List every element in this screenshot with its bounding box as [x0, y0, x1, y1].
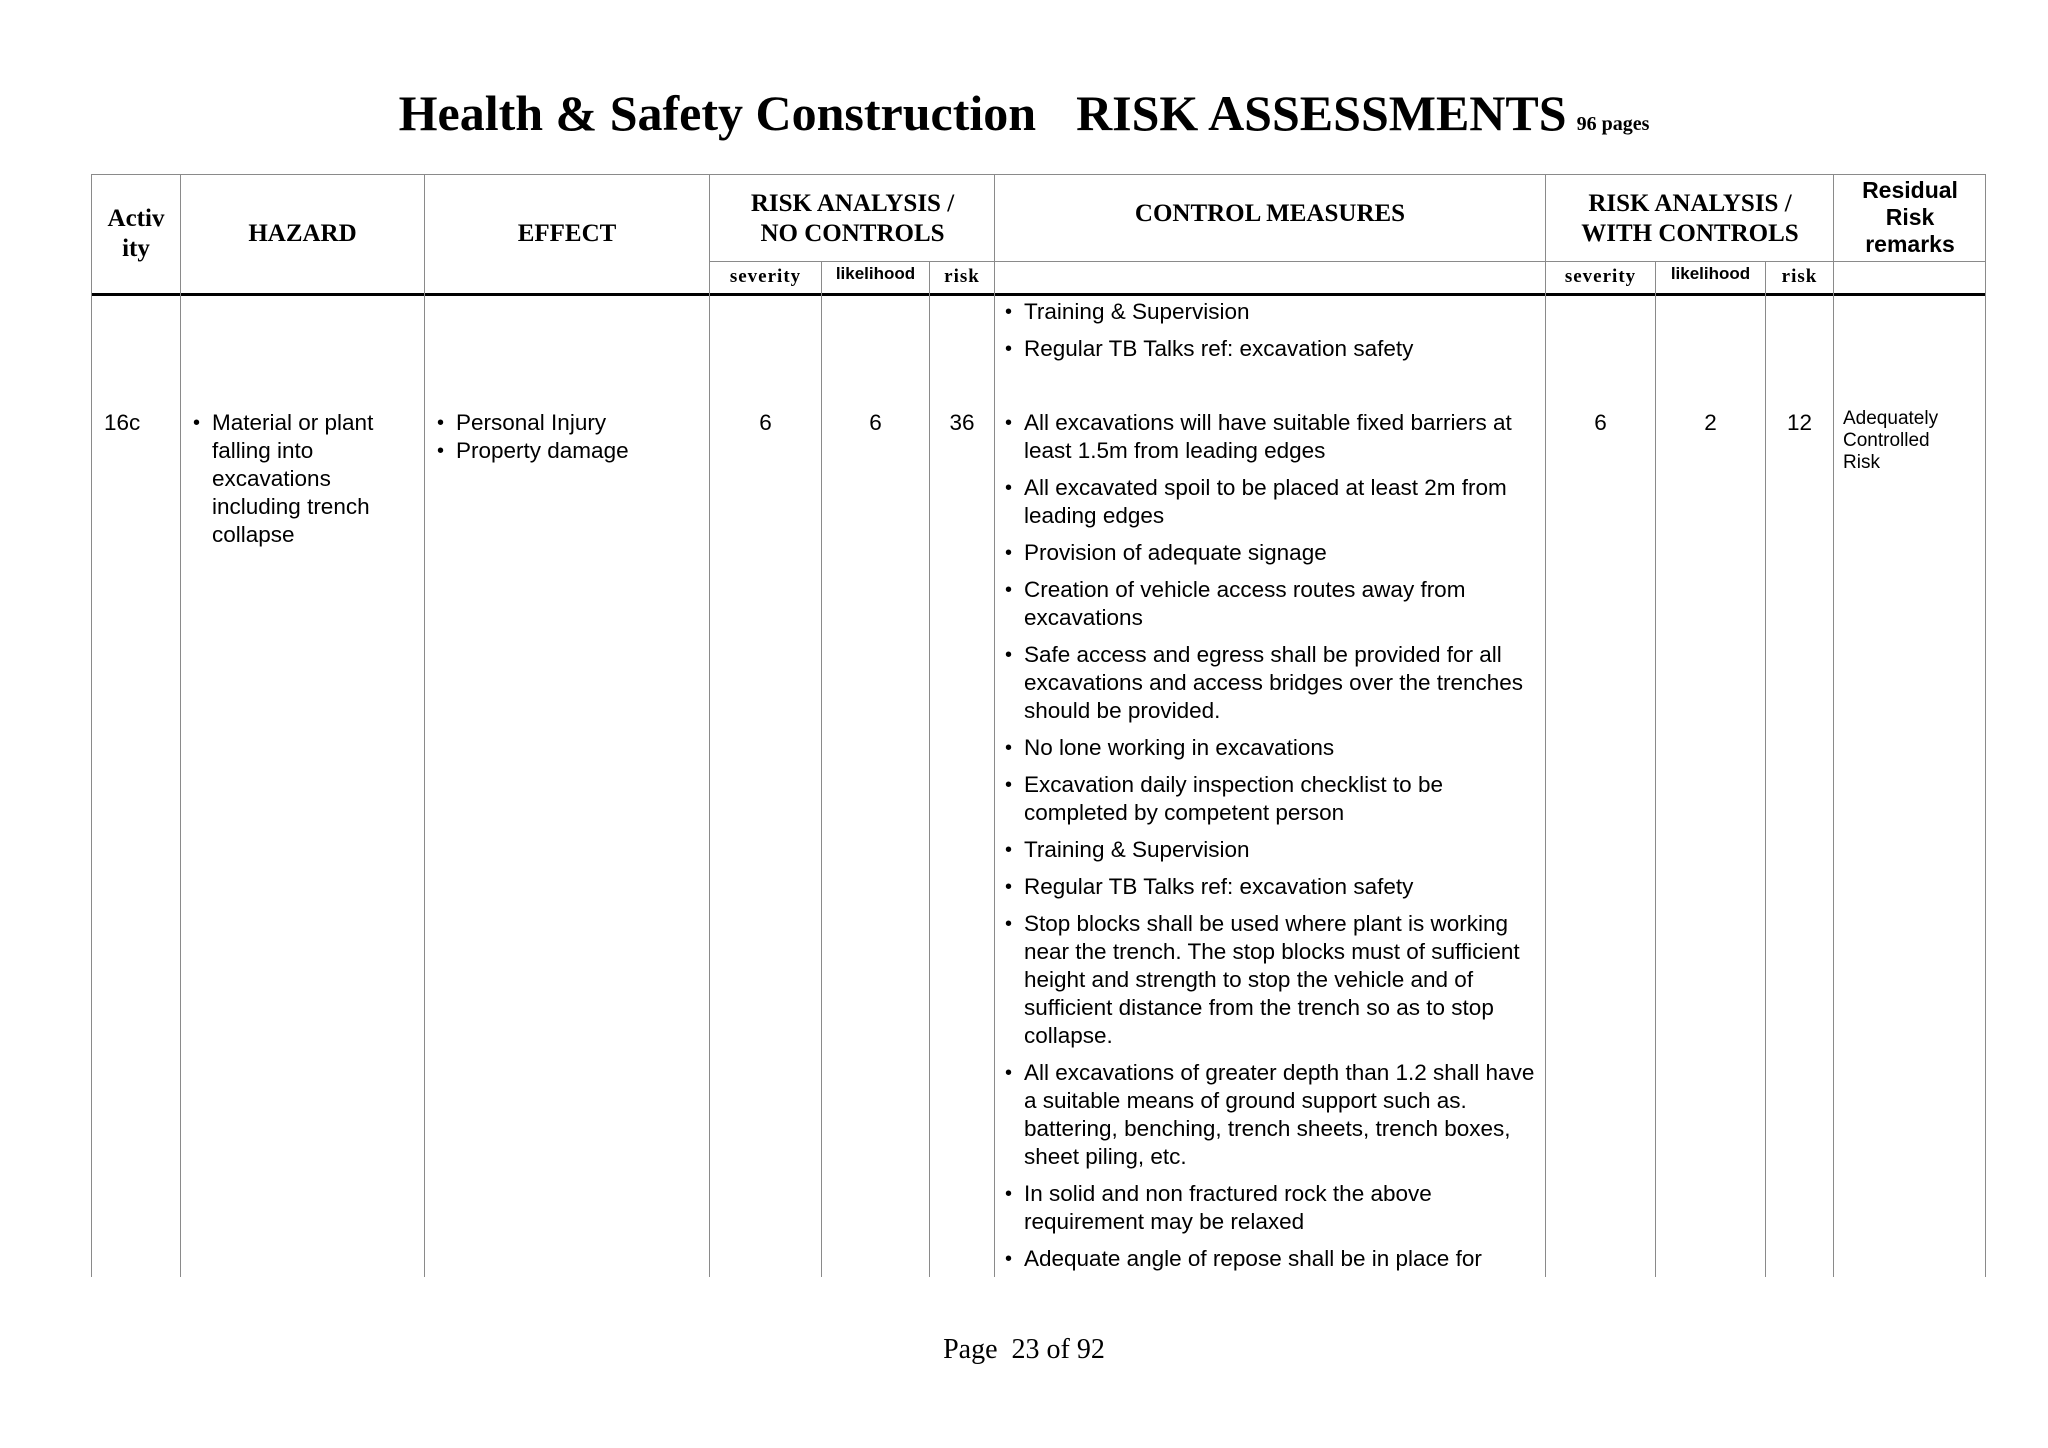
subheader-likelihood-before: likelihood — [835, 264, 916, 283]
severity-after: 6 — [1594, 410, 1607, 435]
effect-item: • Property damage — [436, 437, 701, 465]
control-measure-item: • Creation of vehicle access routes away from excavations — [1004, 576, 1539, 632]
effect-item: • Personal Injury — [436, 409, 701, 437]
header-bottom-rule — [91, 293, 1985, 296]
col-divider — [709, 174, 710, 1277]
subheader-risk-after: risk — [1781, 266, 1818, 287]
title-main: Health & Safety Construction — [398, 85, 1037, 141]
activity-cell: 16c — [104, 410, 141, 435]
document-title — [0, 84, 2048, 142]
likelihood-after: 2 — [1704, 410, 1717, 435]
carryover-list — [1004, 298, 1539, 363]
table-top-border — [91, 174, 1985, 175]
header-residual-remarks: Residual Risk remarks — [1862, 176, 1958, 257]
carryover-control-item: • Training & Supervision — [1004, 298, 1539, 326]
hazard-list — [192, 409, 412, 549]
header-effect: EFFECT — [517, 220, 617, 247]
effects-list — [436, 409, 701, 465]
title-sub: RISK ASSESSMENTS — [1076, 85, 1567, 141]
control-measure-item: • All excavated spoil to be placed at least 2m from leading edges — [1004, 474, 1539, 530]
control-measure-item: • Excavation daily inspection checklist to be completed by competent person — [1004, 771, 1539, 827]
control-measure-item: • Stop blocks shall be used where plant is working near the trench. The stop blocks must of sufficient height and strength to stop the vehicle and of sufficient distance from the trench so as to stop collapse. — [1004, 910, 1539, 1050]
col-divider — [1545, 174, 1546, 1277]
hazard-item: • Material or plant falling into excavations including trench collapse — [192, 409, 412, 549]
header-risk-with-controls: RISK ANALYSIS / WITH CONTROLS — [1581, 190, 1799, 247]
header-hazard: HAZARD — [248, 220, 357, 247]
col-divider — [1833, 174, 1834, 1277]
page-of: of — [1046, 1334, 1070, 1365]
col-divider — [424, 174, 425, 1277]
control-measure-item: • All excavations will have suitable fixed barriers at least 1.5m from leading edges — [1004, 409, 1539, 465]
control-measure-item: • Regular TB Talks ref: excavation safety — [1004, 873, 1539, 901]
control-measures-list — [1004, 409, 1539, 1273]
likelihood-before: 6 — [869, 410, 882, 435]
risk-before: 36 — [949, 410, 975, 435]
carryover-control-item: • Regular TB Talks ref: excavation safety — [1004, 335, 1539, 363]
col-divider — [1985, 174, 1986, 1277]
page-label: Page — [943, 1334, 998, 1365]
control-measure-item: • Training & Supervision — [1004, 836, 1539, 864]
risk-after: 12 — [1786, 410, 1813, 435]
col-divider — [994, 174, 995, 1277]
col-divider — [91, 174, 92, 1277]
control-measure-item: • All excavations of greater depth than 1.2 shall have a suitable means of ground support such as. battering, benching, trench sheets, trench boxes, sheet piling, etc. — [1004, 1059, 1539, 1171]
col-divider — [180, 174, 181, 1277]
control-measure-item: • Provision of adequate signage — [1004, 539, 1539, 567]
subheader-risk-before: risk — [944, 266, 980, 287]
header-control-measures: CONTROL MEASURES — [1134, 200, 1406, 227]
hazard-cell — [192, 409, 412, 549]
header-activity: Activ ity — [107, 205, 165, 262]
subheader-likelihood-after: likelihood — [1670, 264, 1751, 283]
control-measure-item: • In solid and non fractured rock the above requirement may be relaxed — [1004, 1180, 1539, 1236]
page-total: 92 — [1076, 1334, 1105, 1365]
subheader-severity-after: severity — [1564, 266, 1637, 287]
effect-cell — [436, 409, 701, 465]
control-measures-cell — [1004, 409, 1539, 1282]
carryover-controls — [1004, 298, 1539, 372]
title-pages: 96 pages — [1576, 113, 1650, 135]
control-measure-item: • Safe access and egress shall be provided for all excavations and access bridges over the trenches should be provided. — [1004, 641, 1539, 725]
page-current: 23 — [1011, 1334, 1040, 1365]
residual-remarks: Adequately Controlled Risk — [1843, 408, 1939, 473]
severity-before: 6 — [759, 410, 772, 435]
header-risk-no-controls: RISK ANALYSIS / NO CONTROLS — [750, 190, 955, 247]
page-footer — [0, 1334, 2048, 1366]
control-measure-item: • No lone working in excavations — [1004, 734, 1539, 762]
subheader-severity-before: severity — [729, 266, 802, 287]
control-measure-item: • Adequate angle of repose shall be in place for — [1004, 1245, 1539, 1273]
